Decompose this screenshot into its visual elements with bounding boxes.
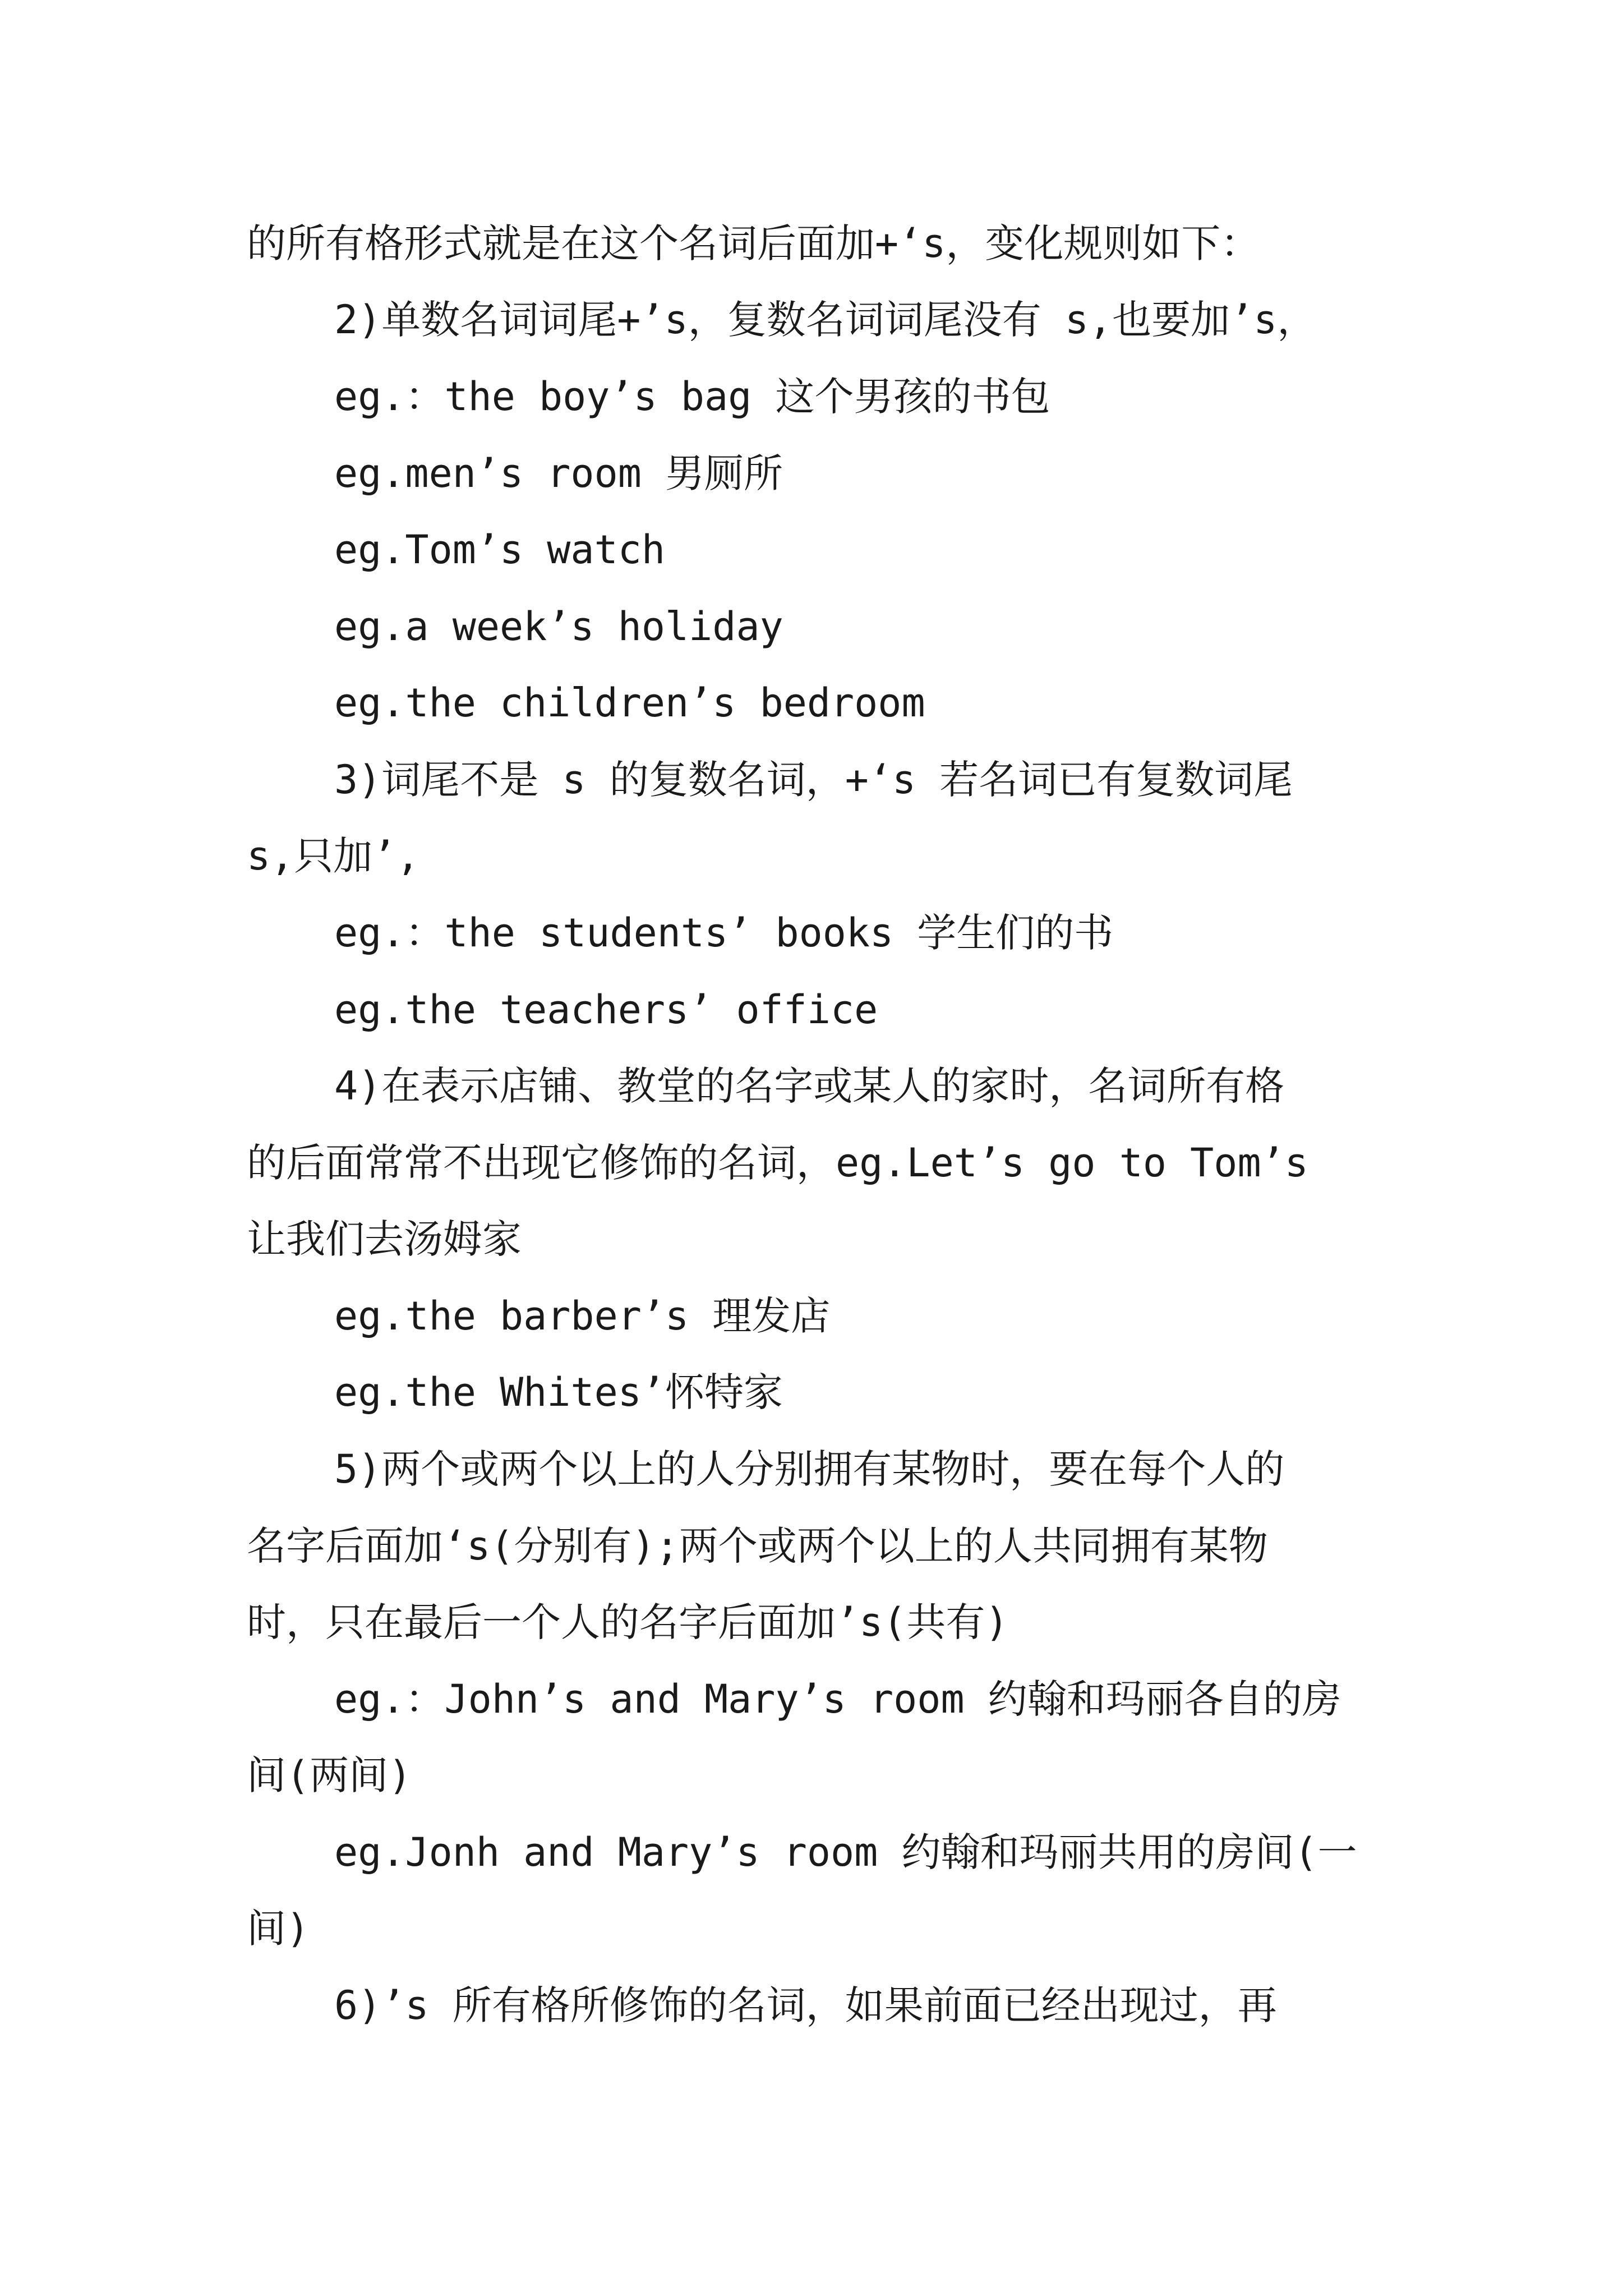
paragraph-line: 的后面常常不出现它修饰的名词，eg.Let’s go to Tom’s <box>247 1140 1308 1186</box>
rule-2-heading: 2)单数名词词尾+’s，复数名词词尾没有 s,也要加’s， <box>334 297 1317 343</box>
example-line: eg.：the students’ books 学生们的书 <box>334 910 1114 956</box>
example-line: eg.the teachers’ office <box>334 987 878 1033</box>
example-line: eg.a week’s holiday <box>334 604 783 650</box>
paragraph-line: 间) <box>247 1906 310 1952</box>
example-line: eg.Tom’s watch <box>334 527 666 573</box>
paragraph-line: 名字后面加‘s(分别有);两个或两个以上的人共同拥有某物 <box>247 1523 1268 1569</box>
paragraph-line: 时，只在最后一个人的名字后面加’s(共有) <box>247 1599 1009 1645</box>
example-line: eg.：John’s and Mary’s room 约翰和玛丽各自的房 <box>334 1676 1341 1722</box>
paragraph-line: 让我们去汤姆家 <box>247 1216 522 1262</box>
paragraph-line: 间(两间) <box>247 1752 412 1798</box>
paragraph-line: 的所有格形式就是在这个名词后面加+‘s，变化规则如下： <box>247 220 1260 266</box>
rule-4-heading: 4)在表示店铺、教堂的名字或某人的家时，名词所有格 <box>334 1063 1285 1109</box>
example-line: eg.Jonh and Mary’s room 约翰和玛丽共用的房间(一 <box>334 1829 1357 1875</box>
example-line: eg.：the boy’s bag 这个男孩的书包 <box>334 374 1050 420</box>
example-line: eg.the children’s bedroom <box>334 680 925 726</box>
example-line: eg.the Whites’怀特家 <box>334 1369 783 1415</box>
rule-5-heading: 5)两个或两个以上的人分别拥有某物时，要在每个人的 <box>334 1446 1285 1492</box>
paragraph-line: s,只加’, <box>247 833 420 879</box>
rule-3-heading: 3)词尾不是 s 的复数名词，+‘s 若名词已有复数词尾 <box>334 757 1293 803</box>
rule-6-heading: 6)’s 所有格所修饰的名词，如果前面已经出现过，再 <box>334 1982 1277 2028</box>
example-line: eg.men’s room 男厕所 <box>334 450 783 496</box>
example-line: eg.the barber’s 理发店 <box>334 1293 831 1339</box>
